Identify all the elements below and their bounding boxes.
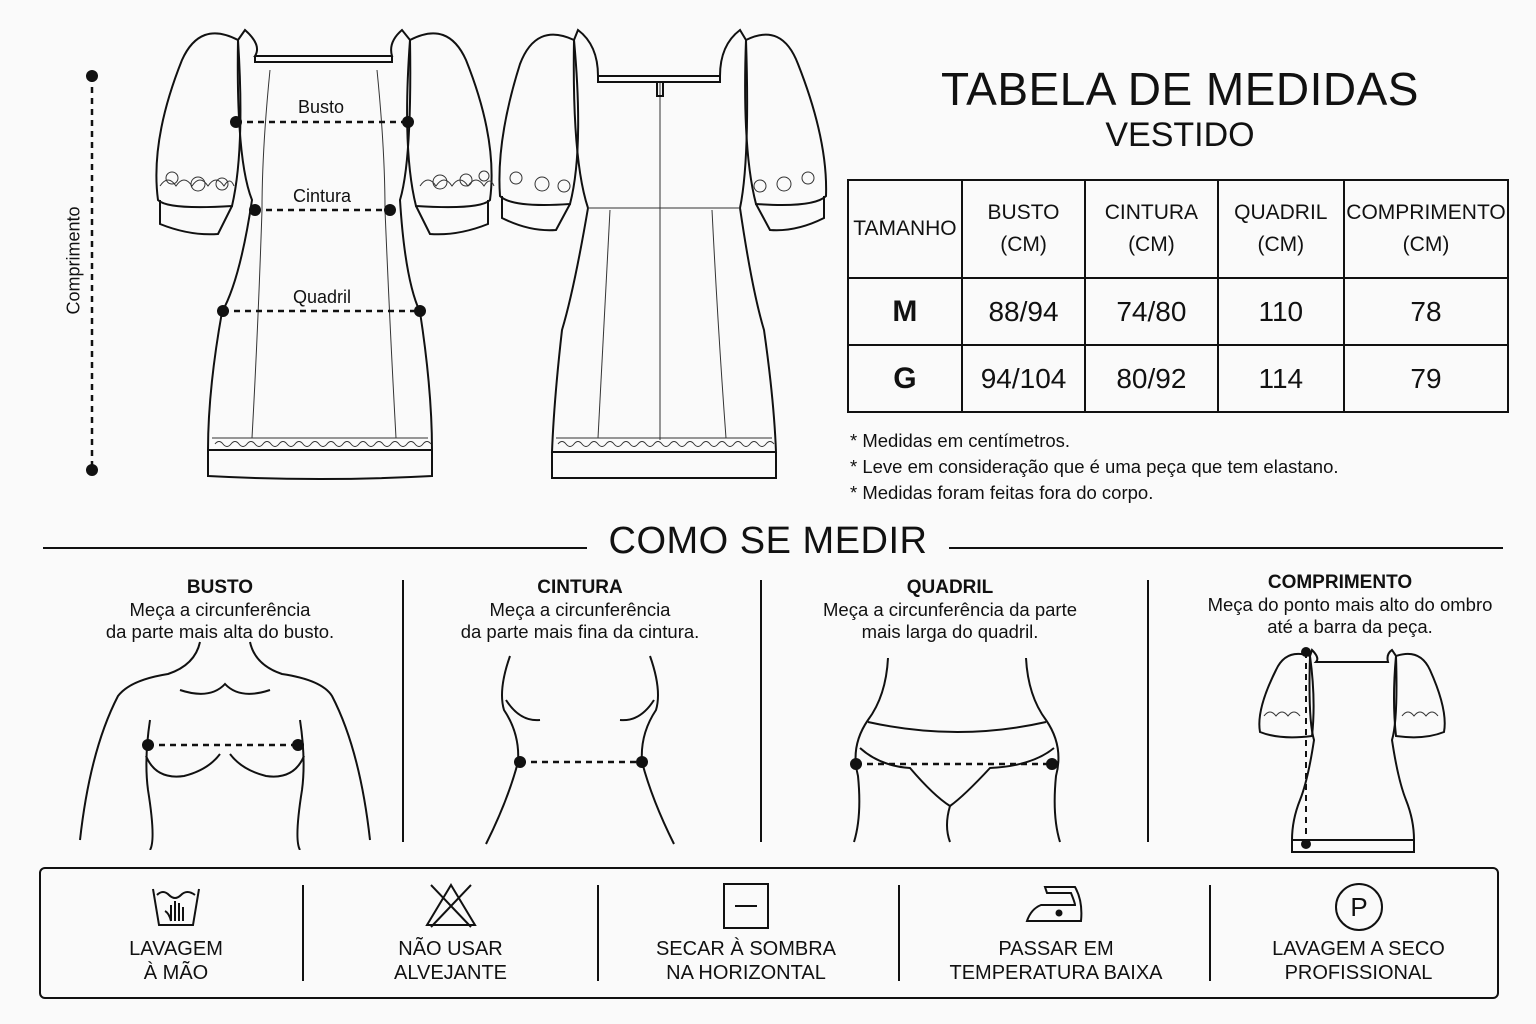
bust-instructions: Meça a circunferência da parte mais alta do busto.	[105, 599, 335, 642]
dry-clean-p-icon	[1333, 881, 1385, 933]
iron-low-icon	[1025, 881, 1087, 927]
care-item-dry-clean: P LAVAGEM A SECO PROFISSIONAL	[1241, 869, 1476, 997]
dry-flat-shade-icon	[721, 881, 771, 931]
care-item-iron-low: PASSAR EM TEMPERATURA BAIXA	[936, 869, 1176, 997]
measurement-notes	[850, 428, 1339, 506]
waist-instructions: Meça a circunferência da parte mais fina da cintura.	[460, 599, 700, 642]
table-row	[848, 345, 1508, 412]
care-divider	[597, 885, 599, 981]
table-row	[848, 278, 1508, 345]
length-instructions: Meça do ponto mais alto do ombro até a barra da peça.	[1207, 594, 1493, 637]
note-item: * Leve em consideração que é uma peça que tem elastano.	[850, 456, 1339, 477]
care-instructions-box	[39, 867, 1499, 999]
column-divider	[760, 580, 762, 842]
waist-heading: CINTURA	[537, 577, 623, 598]
hip-instructions: Meça a circunferência da parte mais larga do quadril.	[823, 599, 1077, 642]
no-bleach-icon	[423, 881, 479, 929]
size-cell: G	[848, 345, 962, 412]
length-heading: COMPRIMENTO	[1267, 572, 1413, 593]
column-divider	[402, 580, 404, 842]
table-header-row	[848, 180, 1508, 278]
waist-body-illustration	[480, 650, 680, 850]
bust-cell: 94/104	[962, 345, 1085, 412]
dress-back-drawing	[499, 30, 826, 478]
bust-body-illustration	[60, 640, 390, 850]
size-table	[847, 179, 1509, 413]
care-divider	[1209, 885, 1211, 981]
page-title: TABELA DE MEDIDAS	[940, 63, 1419, 115]
length-dress-illustration	[1250, 640, 1450, 855]
dress-sketch-front-back	[0, 0, 850, 500]
waist-cell: 80/92	[1085, 345, 1217, 412]
hip-body-illustration	[840, 656, 1070, 846]
length-cell: 79	[1344, 345, 1508, 412]
column-header-length: COMPRIMENTO (CM)	[1344, 180, 1508, 278]
size-cell: M	[848, 278, 962, 345]
length-label: Comprimento	[63, 206, 84, 315]
waist-label: Cintura	[293, 186, 352, 206]
care-item-hand-wash: LAVAGEM À MÃO	[61, 869, 291, 997]
column-header-waist: CINTURA (CM)	[1085, 180, 1217, 278]
column-header-size: TAMANHO	[848, 180, 962, 278]
note-item: * Medidas em centímetros.	[850, 430, 1071, 451]
bust-label: Busto	[298, 97, 345, 117]
hand-wash-icon	[151, 881, 201, 929]
hip-heading: QUADRIL	[906, 577, 994, 598]
hip-label: Quadril	[293, 287, 352, 307]
length-cell: 78	[1344, 278, 1508, 345]
dry-clean-letter: P	[1349, 892, 1368, 922]
care-item-no-bleach: NÃO USAR ALVEJANTE	[333, 869, 568, 997]
section-title: COMO SE MEDIR	[0, 520, 1536, 563]
column-header-bust: BUSTO (CM)	[962, 180, 1085, 278]
note-item: * Medidas foram feitas fora do corpo.	[850, 482, 1154, 503]
care-item-dry-flat-shade: SECAR À SOMBRA NA HORIZONTAL	[626, 869, 866, 997]
bust-heading: BUSTO	[186, 577, 254, 598]
care-divider	[898, 885, 900, 981]
hip-cell: 114	[1218, 345, 1344, 412]
care-divider	[302, 885, 304, 981]
bust-cell: 88/94	[962, 278, 1085, 345]
waist-cell: 74/80	[1085, 278, 1217, 345]
column-header-hip: QUADRIL (CM)	[1218, 180, 1344, 278]
page-subtitle: VESTIDO	[1105, 116, 1255, 154]
hip-cell: 110	[1218, 278, 1344, 345]
column-divider	[1147, 580, 1149, 842]
